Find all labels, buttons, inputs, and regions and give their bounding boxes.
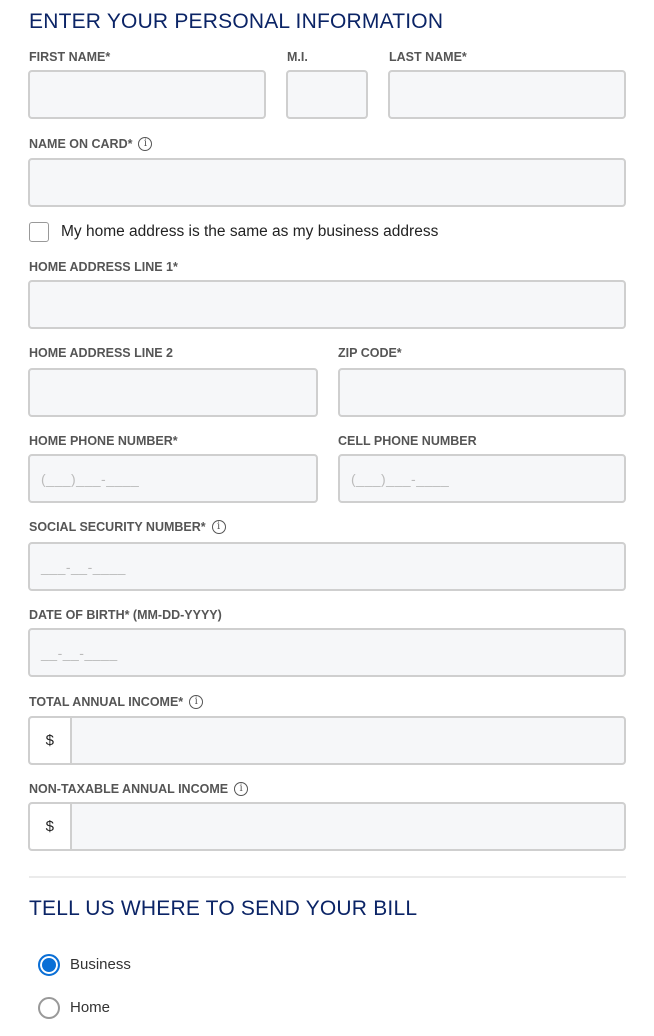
ssn-placeholder: ___-__-____ xyxy=(41,558,126,575)
home-phone-placeholder: (___)___-____ xyxy=(41,470,140,487)
first-name-label: FIRST NAME* xyxy=(29,50,111,64)
radio-business-label[interactable]: Business xyxy=(70,956,131,973)
nontax-income-label-text: NON-TAXABLE ANNUAL INCOME xyxy=(29,782,229,796)
income-label xyxy=(29,694,203,710)
income-input[interactable] xyxy=(28,716,626,765)
name-on-card-input[interactable] xyxy=(28,158,626,207)
dob-label: DATE OF BIRTH* (MM-DD-YYYY) xyxy=(29,608,222,622)
cell-phone-label: CELL PHONE NUMBER xyxy=(338,434,477,448)
name-on-card-label-text: NAME ON CARD* xyxy=(29,137,133,151)
dob-input[interactable] xyxy=(28,628,626,677)
dollar-prefix: $ xyxy=(30,804,72,849)
zip-label: ZIP CODE* xyxy=(338,346,402,360)
same-address-label[interactable]: My home address is the same as my business address xyxy=(61,223,439,240)
last-name-label: LAST NAME* xyxy=(389,50,467,64)
radio-business[interactable] xyxy=(38,954,60,976)
section-title-bill: TELL US WHERE TO SEND YOUR BILL xyxy=(29,897,418,920)
same-address-checkbox[interactable] xyxy=(29,222,49,242)
address1-label: HOME ADDRESS LINE 1* xyxy=(29,260,178,274)
section-divider xyxy=(29,876,626,878)
mi-label: M.I. xyxy=(287,50,308,64)
info-icon[interactable]: i xyxy=(138,137,152,151)
address2-input[interactable] xyxy=(28,368,318,417)
radio-home[interactable] xyxy=(38,997,60,1019)
info-icon[interactable]: i xyxy=(234,782,248,796)
ssn-label-text: SOCIAL SECURITY NUMBER* xyxy=(29,520,206,534)
zip-input[interactable] xyxy=(338,368,626,417)
radio-home-label[interactable]: Home xyxy=(70,999,111,1016)
nontax-income-label xyxy=(29,781,248,797)
home-phone-label: HOME PHONE NUMBER* xyxy=(29,434,178,448)
ssn-label xyxy=(29,519,226,535)
address1-input[interactable] xyxy=(28,280,626,329)
last-name-input[interactable] xyxy=(388,70,626,119)
ssn-input[interactable] xyxy=(28,542,626,591)
cell-phone-input[interactable] xyxy=(338,454,626,503)
home-phone-input[interactable] xyxy=(28,454,318,503)
nontax-income-input[interactable] xyxy=(28,802,626,851)
name-on-card-label xyxy=(29,136,152,152)
section-title-personal: ENTER YOUR PERSONAL INFORMATION xyxy=(29,10,444,33)
cell-phone-placeholder: (___)___-____ xyxy=(351,470,450,487)
info-icon[interactable]: i xyxy=(212,520,226,534)
dob-placeholder: __-__-____ xyxy=(41,644,118,661)
address2-label: HOME ADDRESS LINE 2 xyxy=(29,346,174,360)
income-label-text: TOTAL ANNUAL INCOME* xyxy=(29,695,184,709)
info-icon[interactable]: i xyxy=(189,695,203,709)
first-name-input[interactable] xyxy=(28,70,266,119)
dollar-prefix: $ xyxy=(30,718,72,763)
mi-input[interactable] xyxy=(286,70,368,119)
